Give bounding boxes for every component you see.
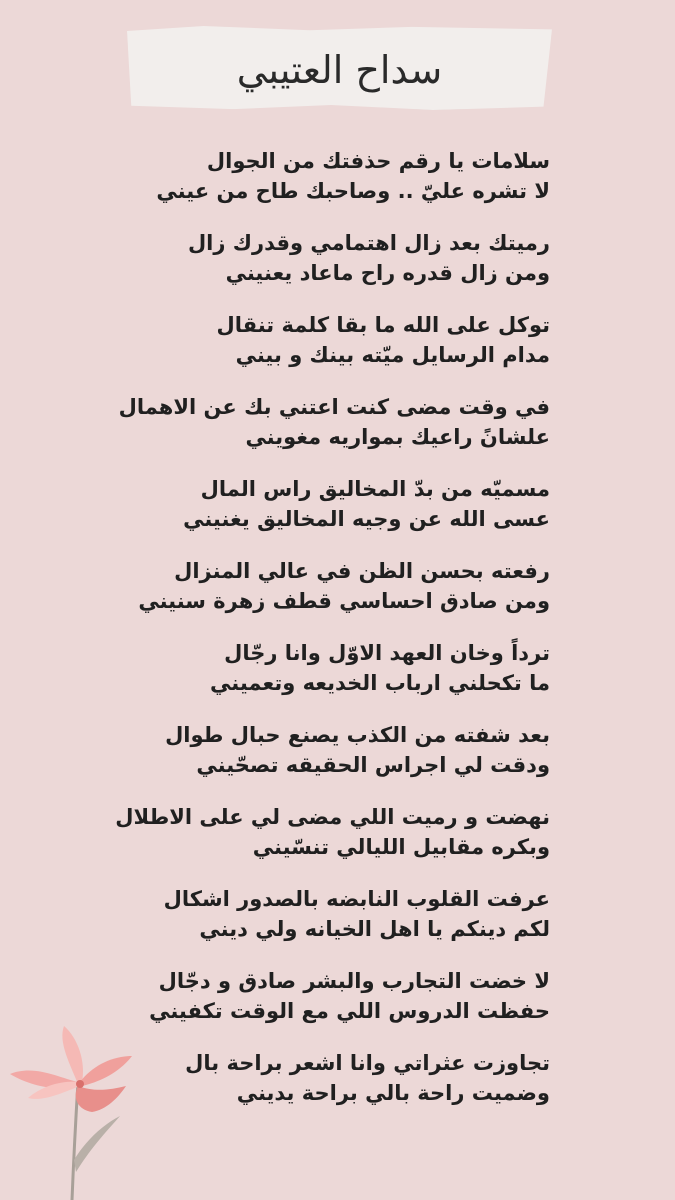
stanza xyxy=(150,228,550,310)
verse-line: بعد شفته من الكذب يصنع حبال طوال xyxy=(165,723,550,747)
stanza xyxy=(150,720,550,802)
stanza xyxy=(150,884,550,966)
verse-line: عرفت القلوب النابضه بالصدور اشكال xyxy=(163,887,550,911)
stanza xyxy=(150,638,550,720)
verse-line: ودقت لي اجراس الحقيقه تصحّيني xyxy=(196,753,550,777)
flower-petal xyxy=(62,1026,83,1084)
flower-center xyxy=(76,1080,84,1088)
verse-line: ما تكحلني ارباب الخديعه وتعميني xyxy=(210,671,550,695)
verse-line: لكم دينكم يا اهل الخيانه ولي ديني xyxy=(199,917,550,941)
verse-line: نهضت و رميت اللي مضى لي على الاطلال xyxy=(115,805,550,829)
stanza xyxy=(138,556,550,638)
stanza xyxy=(150,1048,550,1130)
verse-line: ترداً وخان العهد الاوّل وانا رجّال xyxy=(224,641,550,665)
verse-line: مدام الرسايل ميّته بينك و بيني xyxy=(235,343,550,367)
poem-title: سداح العتيبي xyxy=(236,48,443,92)
flower-petal xyxy=(80,1056,132,1086)
flower-icon xyxy=(0,1020,150,1200)
verse-line: توكل على الله ما بقا كلمة تنقال xyxy=(216,313,550,337)
flower-petal xyxy=(76,1086,126,1112)
verse-line: علشانً راعيك بمواريه مغويني xyxy=(245,425,550,449)
poem-body xyxy=(115,146,550,1130)
verse-line: ومن صادق احساسي قطف زهرة سنيني xyxy=(138,589,550,613)
stanza xyxy=(150,146,550,228)
verse-line: لا خضت التجارب والبشر صادق و دجّال xyxy=(158,969,550,993)
verse-line: رميتك بعد زال اهتمامي وقدرك زال xyxy=(187,231,550,255)
verse-line: رفعته بحسن الظن في عالي المنزال xyxy=(174,559,550,583)
verse-line: تجاوزت عثراتي وانا اشعر براحة بال xyxy=(185,1051,550,1075)
verse-line: حفظت الدروس اللي مع الوقت تكفيني xyxy=(149,999,550,1023)
verse-line: ومن زال قدره راح ماعاد يعنيني xyxy=(225,261,550,285)
verse-line: في وقت مضى كنت اعتني بك عن الاهمال xyxy=(118,395,550,419)
verse-line: وضميت راحة بالي براحة يديني xyxy=(236,1081,550,1105)
stanza xyxy=(150,310,550,392)
stanza xyxy=(150,474,550,556)
stanza xyxy=(118,392,550,474)
verse-line: سلامات يا رقم حذفتك من الجوال xyxy=(206,149,550,173)
verse-line: وبكره مقابيل الليالي تنسّيني xyxy=(252,835,550,859)
verse-line: مسميّه من بدّ المخاليق راس المال xyxy=(200,477,550,501)
flower-leaf xyxy=(74,1116,120,1172)
verse-line: عسى الله عن وجيه المخاليق يغنيني xyxy=(183,507,550,531)
verse-line: لا تشره عليّ .. وصاحبك طاح من عيني xyxy=(156,179,550,203)
stanza xyxy=(150,966,550,1048)
stanza xyxy=(115,802,550,884)
